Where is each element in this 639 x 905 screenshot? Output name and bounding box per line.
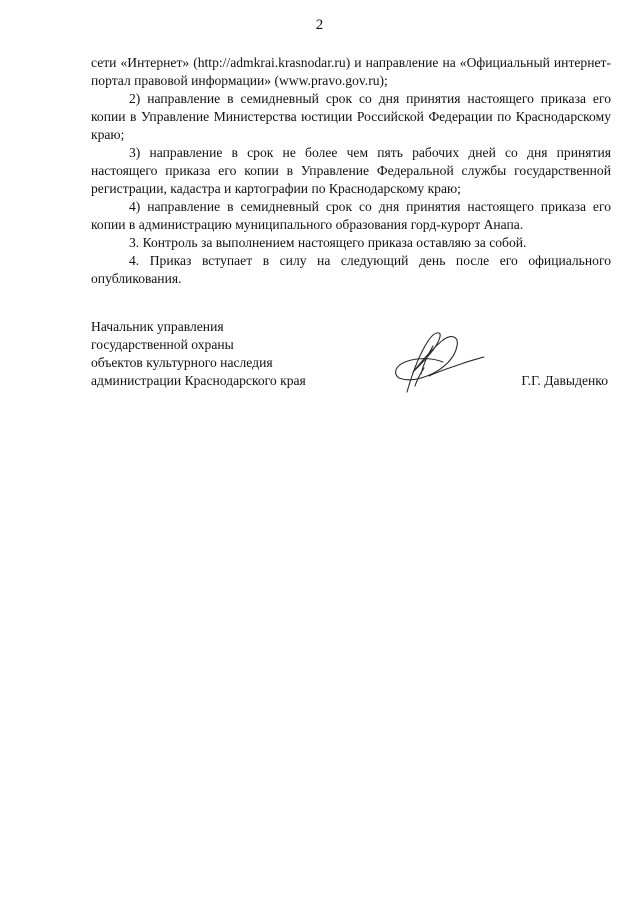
page-number: 2 xyxy=(315,17,324,33)
paragraph-item-3: 3) направление в срок не более чем пять рабочих дней со дня принятия настоящего приказа его копии в Управление Федеральной службы государственной регистрации, кадастра и картографии по Краснодарскому краю; xyxy=(91,145,611,196)
signature-block xyxy=(91,318,611,398)
signer-title-line: Начальник управления xyxy=(91,319,224,334)
paragraph-continuation: сети «Интернет» (http://admkrai.krasnodar.ru) и направление на «Официальный интернет-портал правовой информации» (www.pravo.gov.ru); xyxy=(91,55,611,88)
handwritten-signature xyxy=(377,326,487,396)
paragraph-clause-3: 3. Контроль за выполнением настоящего приказа оставляю за собой. xyxy=(129,235,527,250)
signer-title-line: объектов культурного наследия xyxy=(91,355,273,370)
paragraph-item-4: 4) направление в семидневный срок со дня принятия настоящего приказа его копии в администрацию муниципального образования горд-курорт Анапа. xyxy=(91,199,611,232)
signer-title-line: администрации Краснодарского края xyxy=(91,373,306,388)
paragraph-item-2: 2) направление в семидневный срок со дня принятия настоящего приказа его копии в Управление Министерства юстиции Российской Федерации по Краснодарскому краю; xyxy=(91,91,611,142)
order-body xyxy=(91,54,611,288)
signer-name: Г.Г. Давыденко xyxy=(521,373,608,388)
signer-title-line: государственной охраны xyxy=(91,337,234,352)
paragraph-clause-4: 4. Приказ вступает в силу на следующий день после его официального опубликования. xyxy=(91,253,611,286)
